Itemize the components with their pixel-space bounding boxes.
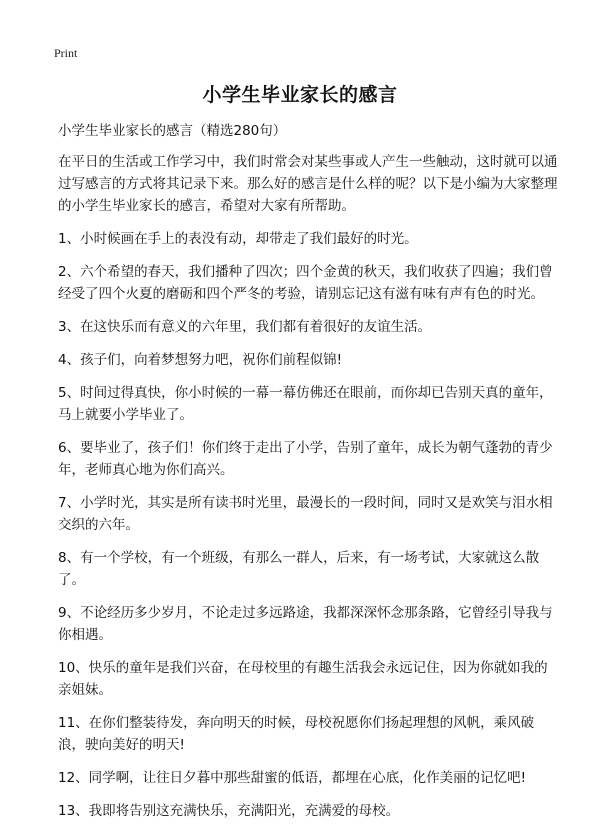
list-item: 3、在这快乐而有意义的六年里，我们都有着很好的友谊生活。 (58, 319, 432, 335)
list-item: 10、快乐的童年是我们兴奋，在母校里的有趣生活我会永远记住，因为你就如我的亲姐妹。 (58, 660, 548, 698)
document-subtitle: 小学生毕业家长的感言（精选280句） (58, 123, 287, 139)
page-title: 小学生毕业家长的感言 (202, 84, 398, 106)
list-item: 4、孩子们，向着梦想努力吧，祝你们前程似锦! (58, 352, 343, 368)
list-item: 8、有一个学校，有一个班级，有那么一群人，后来，有一场考试，大家就这么散了。 (58, 550, 540, 588)
list-item: 11、在你们整装待发，奔向明天的时候，母校祝愿你们扬起理想的风帆，乘风破浪，驶向美好的明天! (58, 715, 535, 753)
list-item: 13、我即将告别这充满快乐，充满阳光，充满爱的母校。 (58, 803, 400, 819)
list-item: 1、小时候画在手上的表没有动，却带走了我们最好的时光。 (58, 231, 418, 247)
intro-paragraph: 在平日的生活或工作学习中，我们时常会对某些事或人产生一些触动，这时就可以通过写感言的方式将其记录下来。那么好的感言是什么样的呢？以下是小编为大家整理的小学生毕业家长的感言，希望对大家有所帮助。 (58, 154, 558, 214)
document-body (58, 120, 558, 833)
print-link[interactable]: Print (54, 46, 78, 60)
list-item: 12、同学啊，让往日夕暮中那些甜蜜的低语，都埋在心底，化作美丽的记忆吧! (58, 770, 527, 786)
list-item: 6、要毕业了，孩子们！你们终于走出了小学，告别了童年，成长为朝气蓬勃的青少年，老师真心地为你们高兴。 (58, 440, 553, 478)
list-item: 9、不论经历多少岁月，不论走过多远路途，我都深深怀念那条路，它曾经引导我与你相遇。 (58, 605, 553, 643)
list-item: 7、小学时光，其实是所有读书时光里，最漫长的一段时间，同时又是欢笑与泪水相交织的六年。 (58, 495, 553, 533)
list-item: 2、六个希望的春天，我们播种了四次；四个金黄的秋天，我们收获了四遍；我们曾经受了四个火夏的磨砺和四个严冬的考验，请别忘记这有滋有味有声有色的时光。 (58, 264, 553, 302)
list-item: 5、时间过得真快，你小时候的一幕一幕仿佛还在眼前，而你却已告别天真的童年，马上就要小学毕业了。 (58, 385, 553, 423)
